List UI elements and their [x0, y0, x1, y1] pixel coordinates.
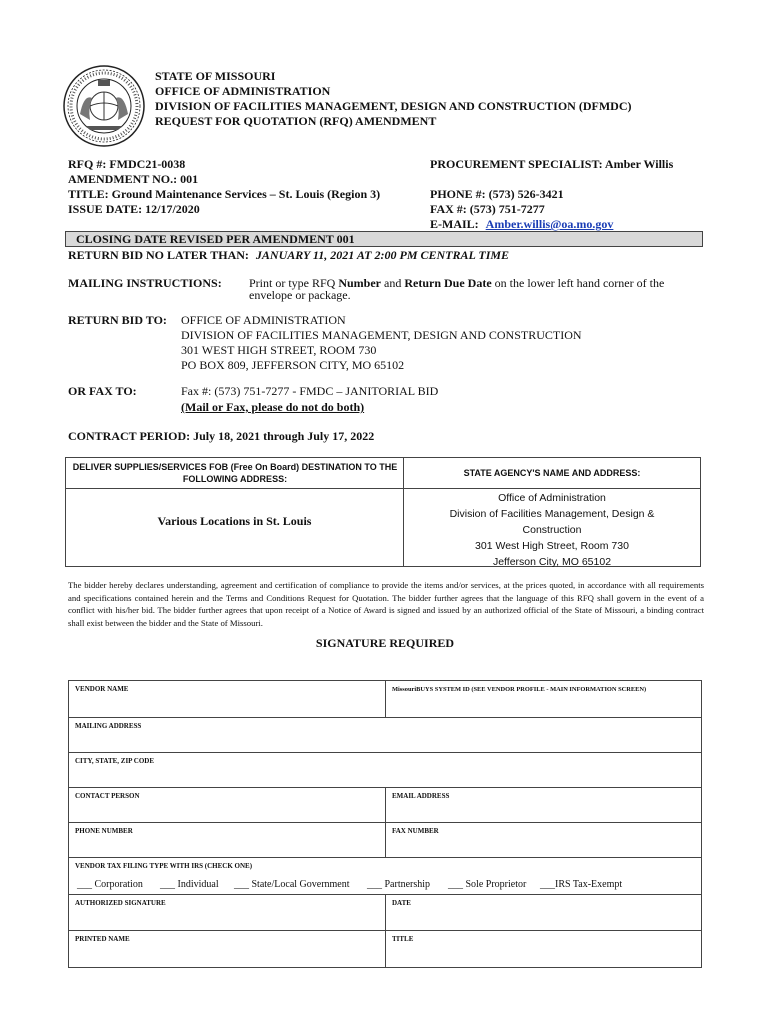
mailing-instructions-text-2: envelope or package. [249, 288, 351, 302]
agency-address-line-3: Construction [522, 524, 582, 536]
return-address-line-1: OFFICE OF ADMINISTRATION [181, 313, 346, 327]
contact-person-label: CONTACT PERSON [75, 792, 140, 800]
mailing-text-2: and [381, 276, 405, 290]
fax-to-label: OR FAX TO: [68, 384, 137, 398]
contact-person-field[interactable] [68, 787, 386, 823]
printed-name-label: PRINTED NAME [75, 935, 130, 943]
return-address-line-4: PO BOX 809, JEFFERSON CITY, MO 65102 [181, 358, 405, 372]
email-label: E-MAIL: [430, 217, 479, 231]
mailing-text-number: Number [338, 276, 382, 290]
option-sole-proprietor[interactable]: ___ Sole Proprietor [448, 879, 527, 890]
city-state-zip-field[interactable] [68, 752, 702, 788]
email-address-field[interactable] [385, 787, 702, 823]
agency-address-line-5: Jefferson City, MO 65102 [492, 556, 612, 568]
title-label: TITLE [392, 935, 414, 943]
header-state: STATE OF MISSOURI [155, 69, 276, 83]
header-office: OFFICE OF ADMINISTRATION [155, 84, 331, 98]
delivery-location: Various Locations in St. Louis [157, 514, 312, 528]
bidder-declaration: The bidder hereby declares understanding, agreement and certification of compliance to provide the items and/or services, at the prices quoted, in accordance with all requirements and specifications contained herein and the Terms and Conditions Request for Quotation. The bidder further agrees that the language of this RFQ shall govern in the event of a conflict with his/her bid. The bidder further agrees that upon receipt of a Notice of Award is signed and issued by an authorized official of the State of Missouri, a binding contract shall exist between the bidder and the State of Missouri. [68, 580, 704, 628]
contract-period: CONTRACT PERIOD: July 18, 2021 through July 17, 2022 [68, 429, 375, 443]
agency-address-line-2: Division of Facilities Management, Design & [449, 508, 655, 520]
vendor-name-label: VENDOR NAME [75, 685, 129, 693]
procurement-specialist: PROCUREMENT SPECIALIST: Amber Willis [430, 157, 674, 171]
specialist-phone: PHONE #: (573) 526-3421 [430, 187, 564, 201]
closing-banner-text: CLOSING DATE REVISED PER AMENDMENT 001 [76, 232, 355, 246]
delivery-right-header: STATE AGENCY'S NAME AND ADDRESS: [463, 468, 641, 478]
option-individual[interactable]: ___ Individual [160, 879, 219, 890]
mailing-text-due-date: Return Due Date [404, 276, 492, 290]
return-address-line-2: DIVISION OF FACILITIES MANAGEMENT, DESIGN AND CONSTRUCTION [181, 328, 582, 342]
agency-address-line-1: Office of Administration [498, 492, 606, 504]
rfq-title: TITLE: Ground Maintenance Services – St. Louis (Region 3) [68, 187, 381, 201]
rfq-number: RFQ #: FMDC21-0038 [68, 157, 186, 171]
fax-number-field[interactable] [385, 822, 702, 858]
fax-to-line-1: Fax #: (573) 751-7277 - FMDC – JANITORIAL BID [181, 384, 439, 398]
mailing-text-1: Print or type RFQ [249, 276, 339, 290]
email-link[interactable]: Amber.willis@oa.mo.gov [485, 217, 614, 231]
mailing-address-field[interactable] [68, 717, 702, 753]
return-bid-to-label: RETURN BID TO: [68, 313, 167, 327]
title-field[interactable] [385, 930, 702, 968]
mailing-text-3: on the lower left hand corner of the [491, 276, 665, 290]
specialist-fax: FAX #: (573) 751-7277 [430, 202, 545, 216]
date-label: DATE [392, 899, 411, 907]
closing-date-banner [65, 231, 703, 247]
header-rfq-amendment: REQUEST FOR QUOTATION (RFQ) AMENDMENT [155, 114, 437, 128]
return-deadline-label: RETURN BID NO LATER THAN: [68, 248, 249, 262]
option-irs-tax-exempt[interactable]: ___IRS Tax-Exempt [540, 879, 623, 890]
mailing-instructions-label: MAILING INSTRUCTIONS: [68, 276, 222, 290]
option-state-local-government[interactable]: ___ State/Local Government [234, 879, 350, 890]
vendor-name-field[interactable] [68, 680, 386, 718]
agency-address-line-4: 301 West High Street, Room 730 [475, 540, 629, 552]
return-address-line-3: 301 WEST HIGH STREET, ROOM 730 [181, 343, 377, 357]
delivery-table [65, 457, 701, 567]
missouribuys-id-label: MissouriBUYS SYSTEM ID (SEE VENDOR PROFILE - MAIN INFORMATION SCREEN) [392, 686, 647, 693]
phone-number-label: PHONE NUMBER [75, 827, 133, 835]
option-partnership[interactable]: ___ Partnership [367, 879, 431, 890]
printed-name-field[interactable] [68, 930, 386, 968]
authorized-signature-label: AUTHORIZED SIGNATURE [75, 899, 166, 907]
vendor-form [68, 680, 702, 968]
tax-filing-type-field [68, 857, 702, 895]
header-division: DIVISION OF FACILITIES MANAGEMENT, DESIGN AND CONSTRUCTION (DFMDC) [155, 99, 632, 113]
delivery-left-header: DELIVER SUPPLIES/SERVICES FOB (Free On Board) DESTINATION TO THE FOLLOWING ADDRESS: [72, 462, 398, 484]
return-deadline-value: JANUARY 11, 2021 AT 2:00 PM CENTRAL TIME [255, 248, 510, 262]
tax-filing-type-label: VENDOR TAX FILING TYPE WITH IRS (CHECK ONE) [75, 862, 253, 870]
date-field[interactable] [385, 894, 702, 931]
missouribuys-id-field[interactable] [385, 680, 702, 718]
amendment-number: AMENDMENT NO.: 001 [68, 172, 199, 186]
issue-date: ISSUE DATE: 12/17/2020 [68, 202, 200, 216]
authorized-signature-field[interactable] [68, 894, 386, 931]
agency-address [404, 490, 700, 570]
return-deadline [68, 248, 509, 263]
city-state-zip-label: CITY, STATE, ZIP CODE [75, 757, 155, 765]
fax-number-label: FAX NUMBER [392, 827, 439, 835]
fax-to-line-2: (Mail or Fax, please do not do both) [181, 400, 365, 414]
email-address-label: EMAIL ADDRESS [392, 792, 450, 800]
specialist-email-row [430, 217, 613, 232]
mailing-address-label: MAILING ADDRESS [75, 722, 142, 730]
signature-required-heading: SIGNATURE REQUIRED [315, 636, 455, 650]
phone-number-field[interactable] [68, 822, 386, 858]
state-seal-logo [62, 64, 146, 148]
option-corporation[interactable]: ___ Corporation [77, 879, 143, 890]
